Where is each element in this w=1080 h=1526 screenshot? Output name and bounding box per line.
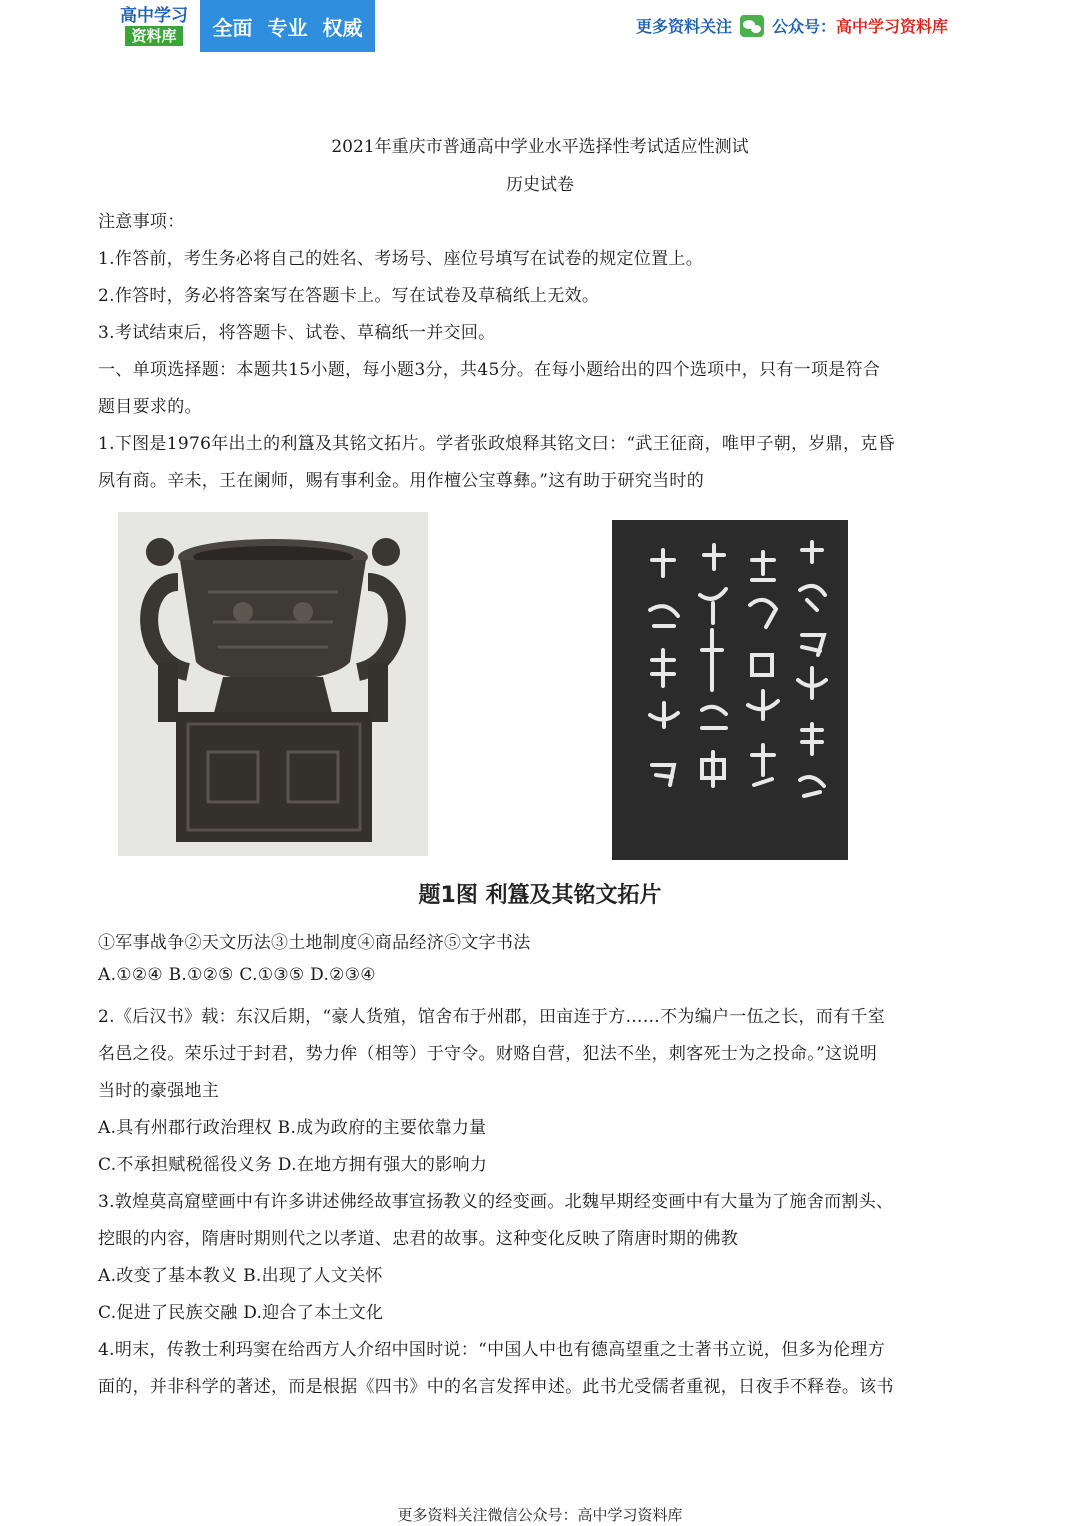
text-line: A.具有州郡行政治理权 B.成为政府的主要依靠力量 — [98, 1118, 487, 1138]
text-line: 题目要求的。 — [98, 397, 202, 417]
text-line: 名邑之役。荣乐过于封君，势力侔（相等）于守令。财赂自营，犯法不坐，刺客死士为之投命。”这说明 — [98, 1044, 877, 1064]
text-line: C.不承担赋税徭役义务 D.在地方拥有强大的影响力 — [98, 1155, 488, 1175]
text-line: 3.考试结束后，将答题卡、试卷、草稿纸一并交回。 — [98, 323, 496, 343]
text-line: 挖眼的内容，隋唐时期则代之以孝道、忠君的故事。这种变化反映了隋唐时期的佛教 — [98, 1229, 739, 1249]
text-line: C.促进了民族交融 D.迎合了本土文化 — [98, 1303, 384, 1323]
gzh-label: 公众号： — [772, 17, 837, 36]
text-line: ①军事战争②天文历法③土地制度④商品经济⑤文字书法 — [98, 933, 531, 953]
text-line: 1.作答前，考生务必将自己的姓名、考场号、座位号填写在试卷的规定位置上。 — [98, 249, 704, 269]
text-line: 1.下图是1976年出土的利簋及其铭文拓片。学者张政烺释其铭文曰：“武王征商，唯甲子朝，岁鼎，克昏 — [98, 434, 895, 454]
page-subtitle: 历史试卷 — [506, 175, 574, 195]
text-line: 当时的豪强地主 — [98, 1081, 220, 1101]
text-line: 注意事项： — [98, 212, 185, 232]
text-line: 夙有商。辛未，王在阑师，赐有事利金。用作檀公宝尊彝。”这有助于研究当时的 — [98, 471, 704, 491]
logo-line1: 高中学习 — [120, 6, 188, 26]
slogan: 全面 专业 权威 — [200, 0, 375, 52]
text-line: A.改变了基本教义 B.出现了人文关怀 — [98, 1266, 383, 1286]
text-line: 4.明末，传教士利玛窦在给西方人介绍中国时说：“中国人中也有德高望重之士著书立说，但多为伦理方 — [98, 1340, 886, 1360]
text-line: 一、单项选择题：本题共15小题，每小题3分，共45分。在每小题给出的四个选项中，只有一项是符合 — [98, 360, 881, 380]
header-promo — [636, 14, 948, 37]
wechat-icon — [740, 15, 764, 37]
text-line: 2.《后汉书》载：东汉后期，“豪人货殖，馆舍布于州郡，田亩连于方……不为编户一伍之长，而有千室 — [98, 1007, 886, 1027]
figure-caption: 题1图 利簋及其铭文拓片 — [418, 883, 662, 908]
more-text: 更多资料关注 — [636, 17, 733, 36]
text-line: 2.作答时，务必将答案写在答题卡上。写在试卷及草稿纸上无效。 — [98, 286, 600, 306]
header-banner — [110, 0, 375, 52]
page-title: 2021年重庆市普通高中学业水平选择性考试适应性测试 — [331, 137, 749, 157]
logo — [110, 0, 198, 52]
text-line: 面的，并非科学的著述，而是根据《四书》中的名言发挥申述。此书尤受儒者重视，日夜手不释卷。该书 — [98, 1377, 894, 1397]
inscription-rubbing-image — [612, 520, 848, 860]
text-line: 3.敦煌莫高窟壁画中有许多讲述佛经故事宣扬教义的经变画。北魏早期经变画中有大量为了施舍而割头、 — [98, 1192, 894, 1212]
logo-line2: 资料库 — [125, 26, 182, 46]
text-line: A.①②④ B.①②⑤ C.①③⑤ D.②③④ — [98, 965, 376, 985]
page-footer: 更多资料关注微信公众号：高中学习资料库 — [397, 1506, 683, 1524]
bronze-vessel-image — [118, 512, 428, 856]
gzh-name: 高中学习资料库 — [836, 17, 949, 36]
